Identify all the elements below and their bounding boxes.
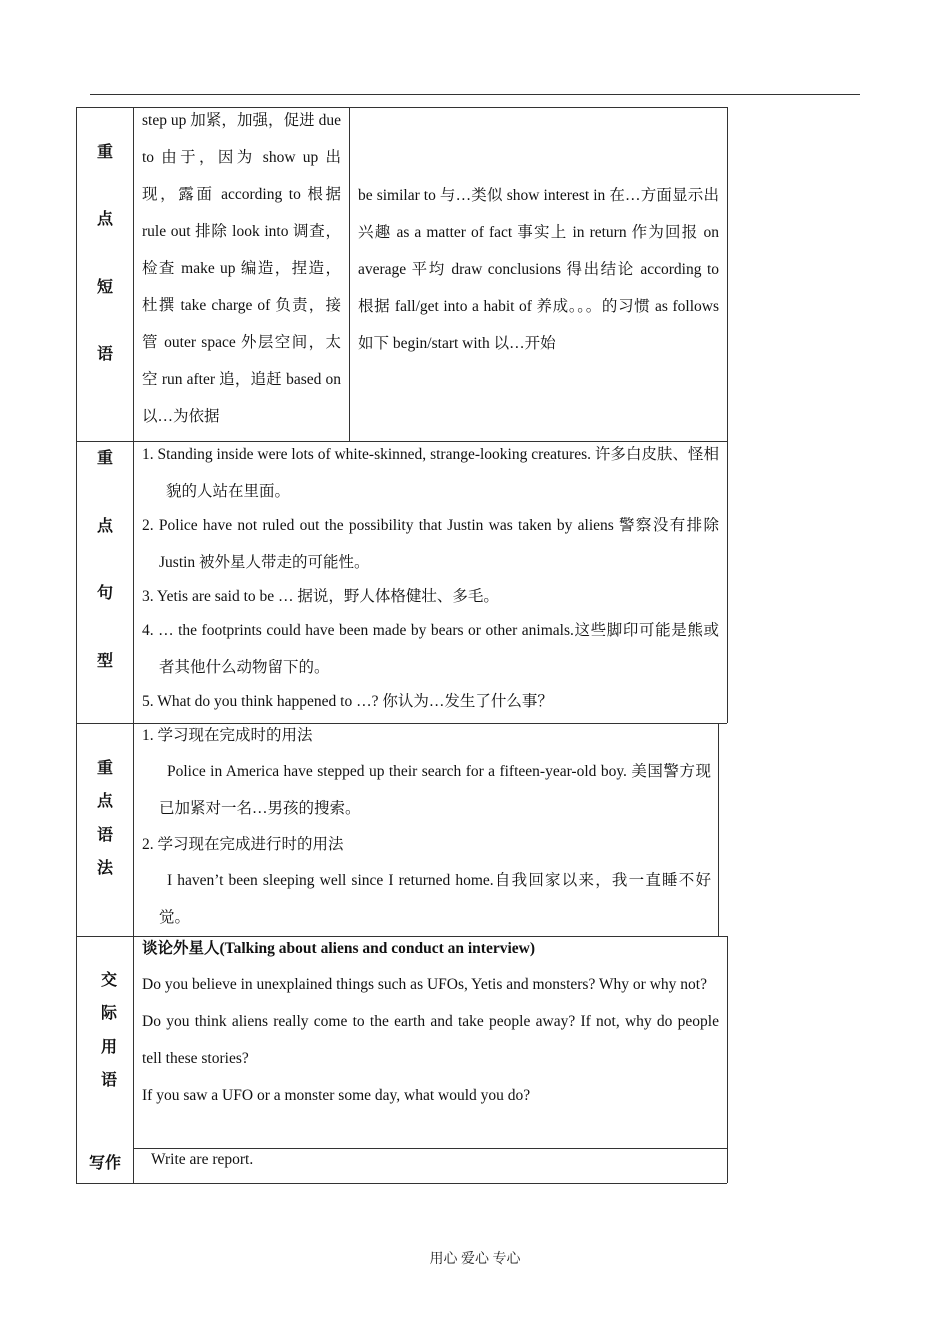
sentence-item: 1. Standing inside were lots of white-skinned, strange-looking creatures. 许多白皮肤、怪相貌的人站在里面。 <box>142 446 719 500</box>
writing-label: 写作 <box>88 1155 121 1172</box>
phrases-label-char: 语 <box>96 346 113 363</box>
grammar-item-title: 2. 学习现在完成进行时的用法 <box>142 836 344 853</box>
sentences-list <box>142 436 719 720</box>
sentences-label-char: 型 <box>96 653 113 670</box>
phrases-label-char: 重 <box>96 144 113 161</box>
writing-text: Write are report. <box>151 1151 254 1168</box>
page-footer: 用心 爱心 专心 <box>429 1252 521 1267</box>
communication-label-char: 用 <box>100 1039 117 1056</box>
communication-item: If you saw a UFO or a monster some day, what would you do? <box>142 1087 531 1104</box>
sentence-item: 3. Yetis are said to be … 据说，野人体格健壮、多毛。 <box>142 588 499 605</box>
grammar-label-char: 语 <box>96 827 113 844</box>
sentence-item: 4. … the footprints could have been made by bears or other animals.这些脚印可能是熊或者其他什么动物留下的。 <box>142 622 719 676</box>
sentences-label-char: 点 <box>96 518 113 535</box>
communication-label-char: 交 <box>100 972 117 989</box>
phrases-right-text: be similar to 与…类似 show interest in 在…方面显示出兴趣 as a matter of fact 事实上 in return 作为回报 on average 平均 draw conclusions 得出结论 according to 根据 fall/get into a habit of 养成。。。的习惯 as follows 如下 begin/start with 以…开始 <box>358 187 719 352</box>
header-rule <box>90 94 860 95</box>
sentences-label-char: 重 <box>96 450 113 467</box>
phrases-left-text: step up 加紧，加强，促进 due to 由于，因为 show up 出现，露面 according to 根据 rule out 排除 look into 调查，检查 make up 编造，捏造，杜撰 take charge of 负责，接管 outer space 外层空间，太空 run after 追，追赶 based on 以…为依据 <box>142 112 341 425</box>
sentence-item: 5. What do you think happened to …? 你认为…发生了什么事？ <box>142 693 553 710</box>
communication-item: Do you believe in unexplained things such as UFOs, Yetis and monsters? Why or why not? <box>142 976 707 993</box>
communication-title: 谈论外星人(Talking about aliens and conduct an interview) <box>142 940 536 957</box>
grammar-label-char: 法 <box>96 860 113 877</box>
grammar-content <box>142 718 711 936</box>
communication-item: Do you think aliens really come to the earth and take people away? If not, why do people tell these stories? <box>142 1013 719 1067</box>
communication-label-char: 际 <box>100 1005 117 1022</box>
grammar-label-char: 重 <box>96 760 113 777</box>
communication-label-char: 语 <box>100 1072 117 1089</box>
grammar-label-char: 点 <box>96 793 113 810</box>
grammar-item-example: Police in America have stepped up their search for a fifteen-year-old boy. 美国警方现已加紧对一名…男孩的搜索。 <box>159 763 711 817</box>
phrases-label-char: 短 <box>96 279 113 296</box>
sentence-item: 2. Police have not ruled out the possibility that Justin was taken by aliens 警察没有排除 Justin 被外星人带走的可能性。 <box>142 517 719 571</box>
grammar-item-title: 1. 学习现在完成时的用法 <box>142 727 313 744</box>
phrases-label-char: 点 <box>96 211 113 228</box>
sentences-label-char: 句 <box>96 585 113 602</box>
communication-content <box>142 931 719 1114</box>
grammar-item-example: I haven’t been sleeping well since I returned home.自我回家以来，我一直睡不好觉。 <box>159 872 711 926</box>
